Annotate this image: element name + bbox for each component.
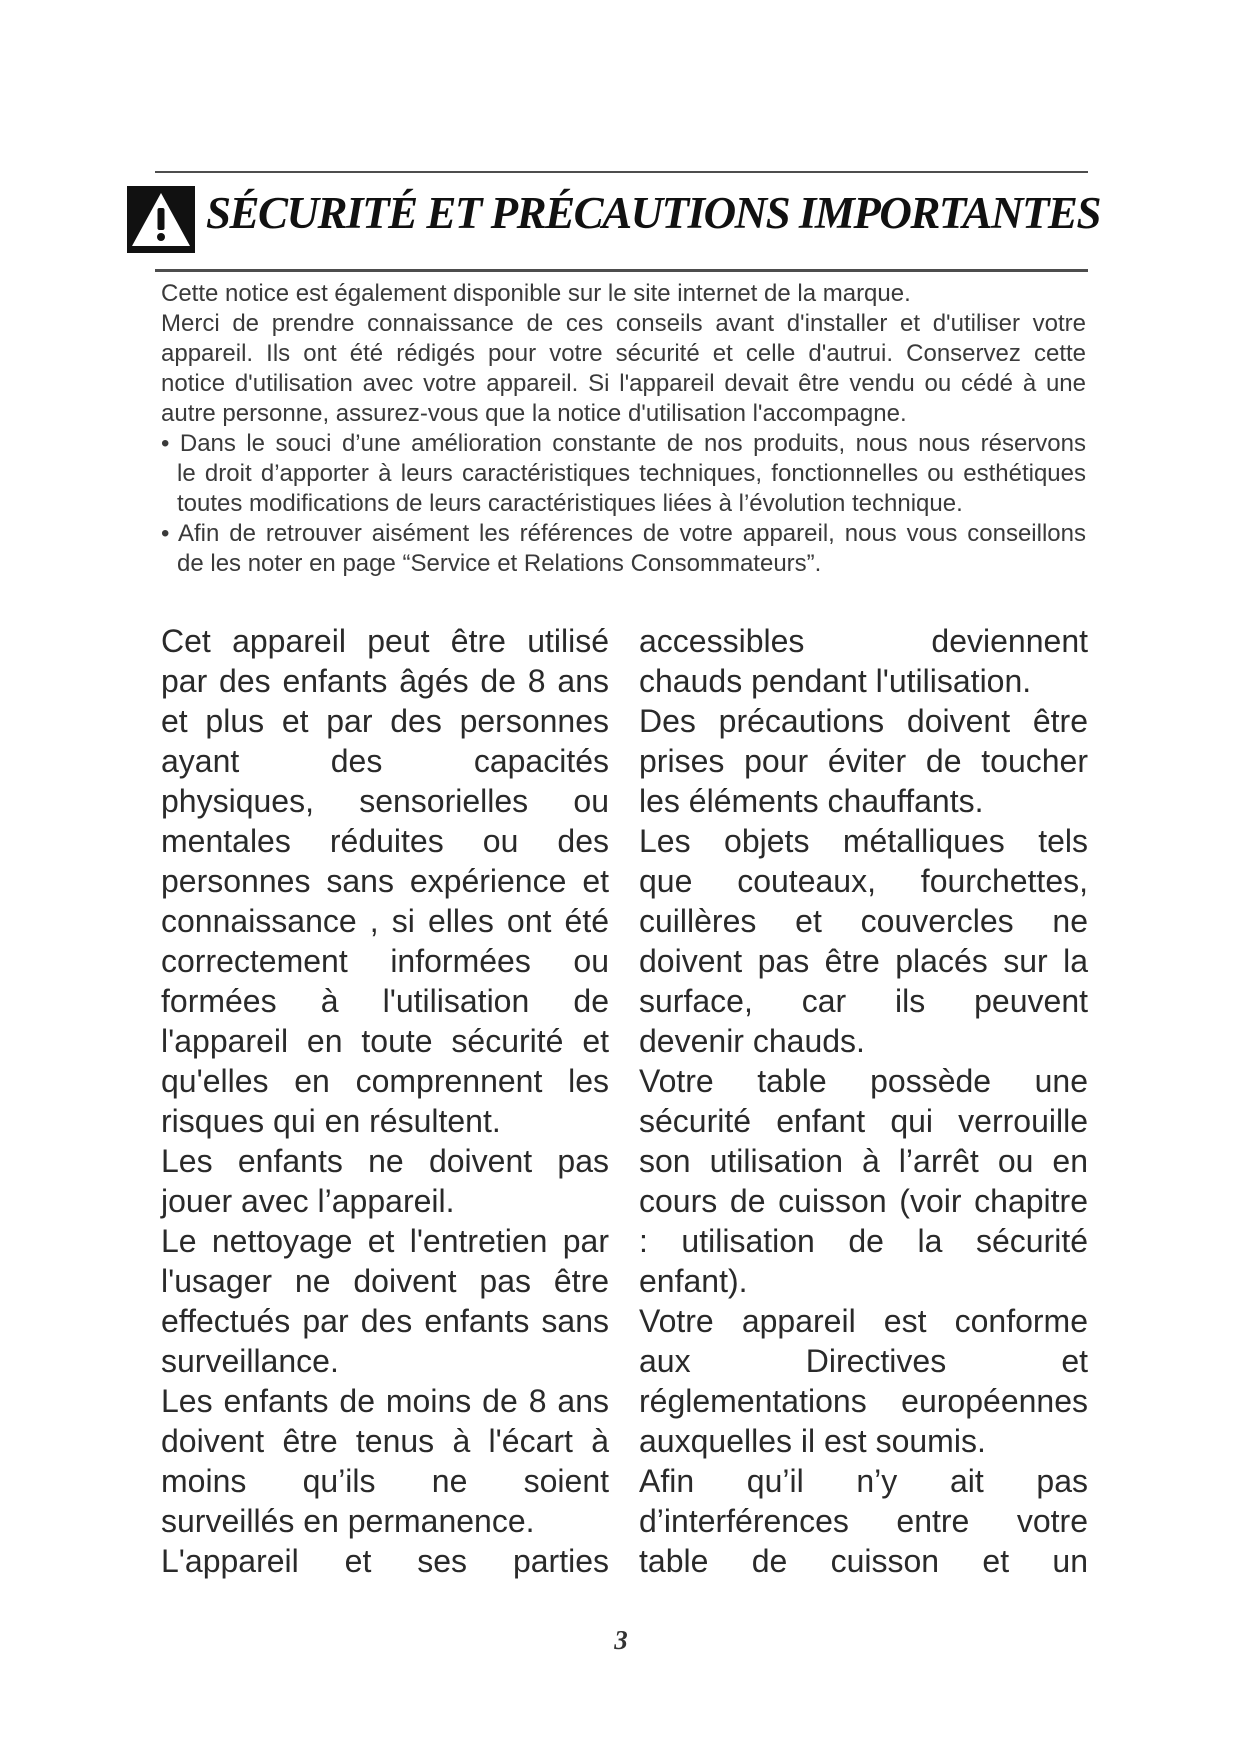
- body-line: cuillères et couvercles ne: [639, 903, 1088, 939]
- body-line: effectués par des enfants sans: [161, 1303, 609, 1339]
- bullet-text: Afin de retrouver aisément les références de votre appareil, nous vous conseillons: [177, 520, 1086, 547]
- intro-paragraph: [161, 309, 1086, 429]
- bullet-item: [161, 519, 1086, 579]
- body-line: sécurité enfant qui verrouille: [639, 1103, 1088, 1139]
- intro-line: Merci de prendre connaissance de ces conseils avant d'installer et d'utiliser votre: [161, 310, 1086, 337]
- left-column: [161, 621, 609, 1581]
- body-line: l'usager ne doivent pas être: [161, 1263, 609, 1299]
- body-line: doivent pas être placés sur la: [639, 943, 1088, 979]
- body-line: d’interférences entre votre: [639, 1503, 1088, 1539]
- body-line: les éléments chauffants.: [639, 783, 984, 819]
- body-line: correctement informées ou: [161, 943, 609, 979]
- body-line: moins qu’ils ne soient: [161, 1463, 609, 1499]
- body-line: devenir chauds.: [639, 1023, 865, 1059]
- body-line: auxquelles il est soumis.: [639, 1423, 986, 1459]
- body-line: connaissance , si elles ont été: [161, 903, 609, 939]
- body-line: Des précautions doivent être: [639, 703, 1088, 739]
- body-line: aux Directives et: [639, 1343, 1088, 1379]
- body-line: surveillance.: [161, 1343, 339, 1379]
- body-line: et plus et par des personnes: [161, 703, 609, 739]
- body-line: Votre table possède une: [639, 1063, 1088, 1099]
- bullet-marker: •: [161, 520, 170, 547]
- body-line: surveillés en permanence.: [161, 1503, 535, 1539]
- body-line: doivent être tenus à l'écart à: [161, 1423, 609, 1459]
- body-line: chauds pendant l'utilisation.: [639, 663, 1032, 699]
- body-line: Les enfants ne doivent pas: [161, 1143, 609, 1179]
- right-column: [639, 621, 1088, 1581]
- body-line: surface, car ils peuvent: [639, 983, 1088, 1019]
- bullet-line: [161, 429, 1086, 459]
- body-line: Le nettoyage et l'entretien par: [161, 1223, 609, 1259]
- body-line: l'appareil en toute sécurité et: [161, 1023, 609, 1059]
- intro-notice: [161, 279, 1086, 579]
- body-line: cours de cuisson (voir chapitre: [639, 1183, 1088, 1219]
- body-line: jouer avec l’appareil.: [161, 1183, 455, 1219]
- body-line: table de cuisson et un: [639, 1543, 1088, 1579]
- bullet-line: le droit d’apporter à leurs caractéristiques techniques, fonctionnelles ou esthétiques: [177, 460, 1086, 487]
- body-line: formées à l'utilisation de: [161, 983, 609, 1019]
- body-line: que couteaux, fourchettes,: [639, 863, 1088, 899]
- availability-line: Cette notice est également disponible sur le site internet de la marque.: [161, 280, 911, 307]
- body-line: accessibles deviennent: [639, 623, 1088, 659]
- intro-line: appareil. Ils ont été rédigés pour votre sécurité et celle d'autrui. Conservez cette: [161, 340, 1086, 367]
- body-line: Cet appareil peut être utilisé: [161, 623, 609, 659]
- body-line: réglementations européennes: [639, 1383, 1088, 1419]
- page-number: 3: [614, 1625, 628, 1655]
- body-line: physiques, sensorielles ou: [161, 783, 609, 819]
- body-line: Les enfants de moins de 8 ans: [161, 1383, 609, 1419]
- bottom-rule: [155, 269, 1088, 272]
- body-line: prises pour éviter de toucher: [639, 743, 1088, 779]
- body-line: ayant des capacités: [161, 743, 609, 779]
- body-line: son utilisation à l’arrêt ou en: [639, 1143, 1088, 1179]
- bullet-line: de les noter en page “Service et Relations Consommateurs”.: [177, 550, 822, 577]
- bullet-item: [161, 429, 1086, 519]
- bullet-text: Dans le souci d’une amélioration constante de nos produits, nous nous réservons: [179, 430, 1086, 457]
- warning-icon: [127, 186, 195, 253]
- intro-line: autre personne, assurez-vous que la notice d'utilisation l'accompagne.: [161, 400, 907, 427]
- body-line: enfant).: [639, 1263, 748, 1299]
- body-line: risques qui en résultent.: [161, 1103, 501, 1139]
- top-rule: [155, 171, 1088, 173]
- body-line: personnes sans expérience et: [161, 863, 609, 899]
- body-line: mentales réduites ou des: [161, 823, 609, 859]
- body-line: L'appareil et ses parties: [161, 1543, 609, 1579]
- body-line: Afin qu’il n’y ait pas: [639, 1463, 1088, 1499]
- body-line: par des enfants âgés de 8 ans: [161, 663, 609, 699]
- body-line: Les objets métalliques tels: [639, 823, 1088, 859]
- bullet-marker: •: [161, 430, 170, 457]
- intro-line: notice d'utilisation avec votre appareil. Si l'appareil devait être vendu ou cédé à une: [161, 370, 1086, 397]
- bullet-line: [161, 519, 1086, 549]
- body-line: Votre appareil est conforme: [639, 1303, 1088, 1339]
- page-title: SÉCURITÉ ET PRÉCAUTIONS IMPORTANTES: [206, 188, 1100, 238]
- bullet-line: toutes modifications de leurs caractéristiques liées à l’évolution technique.: [177, 490, 963, 517]
- body-line: : utilisation de la sécurité: [639, 1223, 1088, 1259]
- body-line: qu'elles en comprennent les: [161, 1063, 609, 1099]
